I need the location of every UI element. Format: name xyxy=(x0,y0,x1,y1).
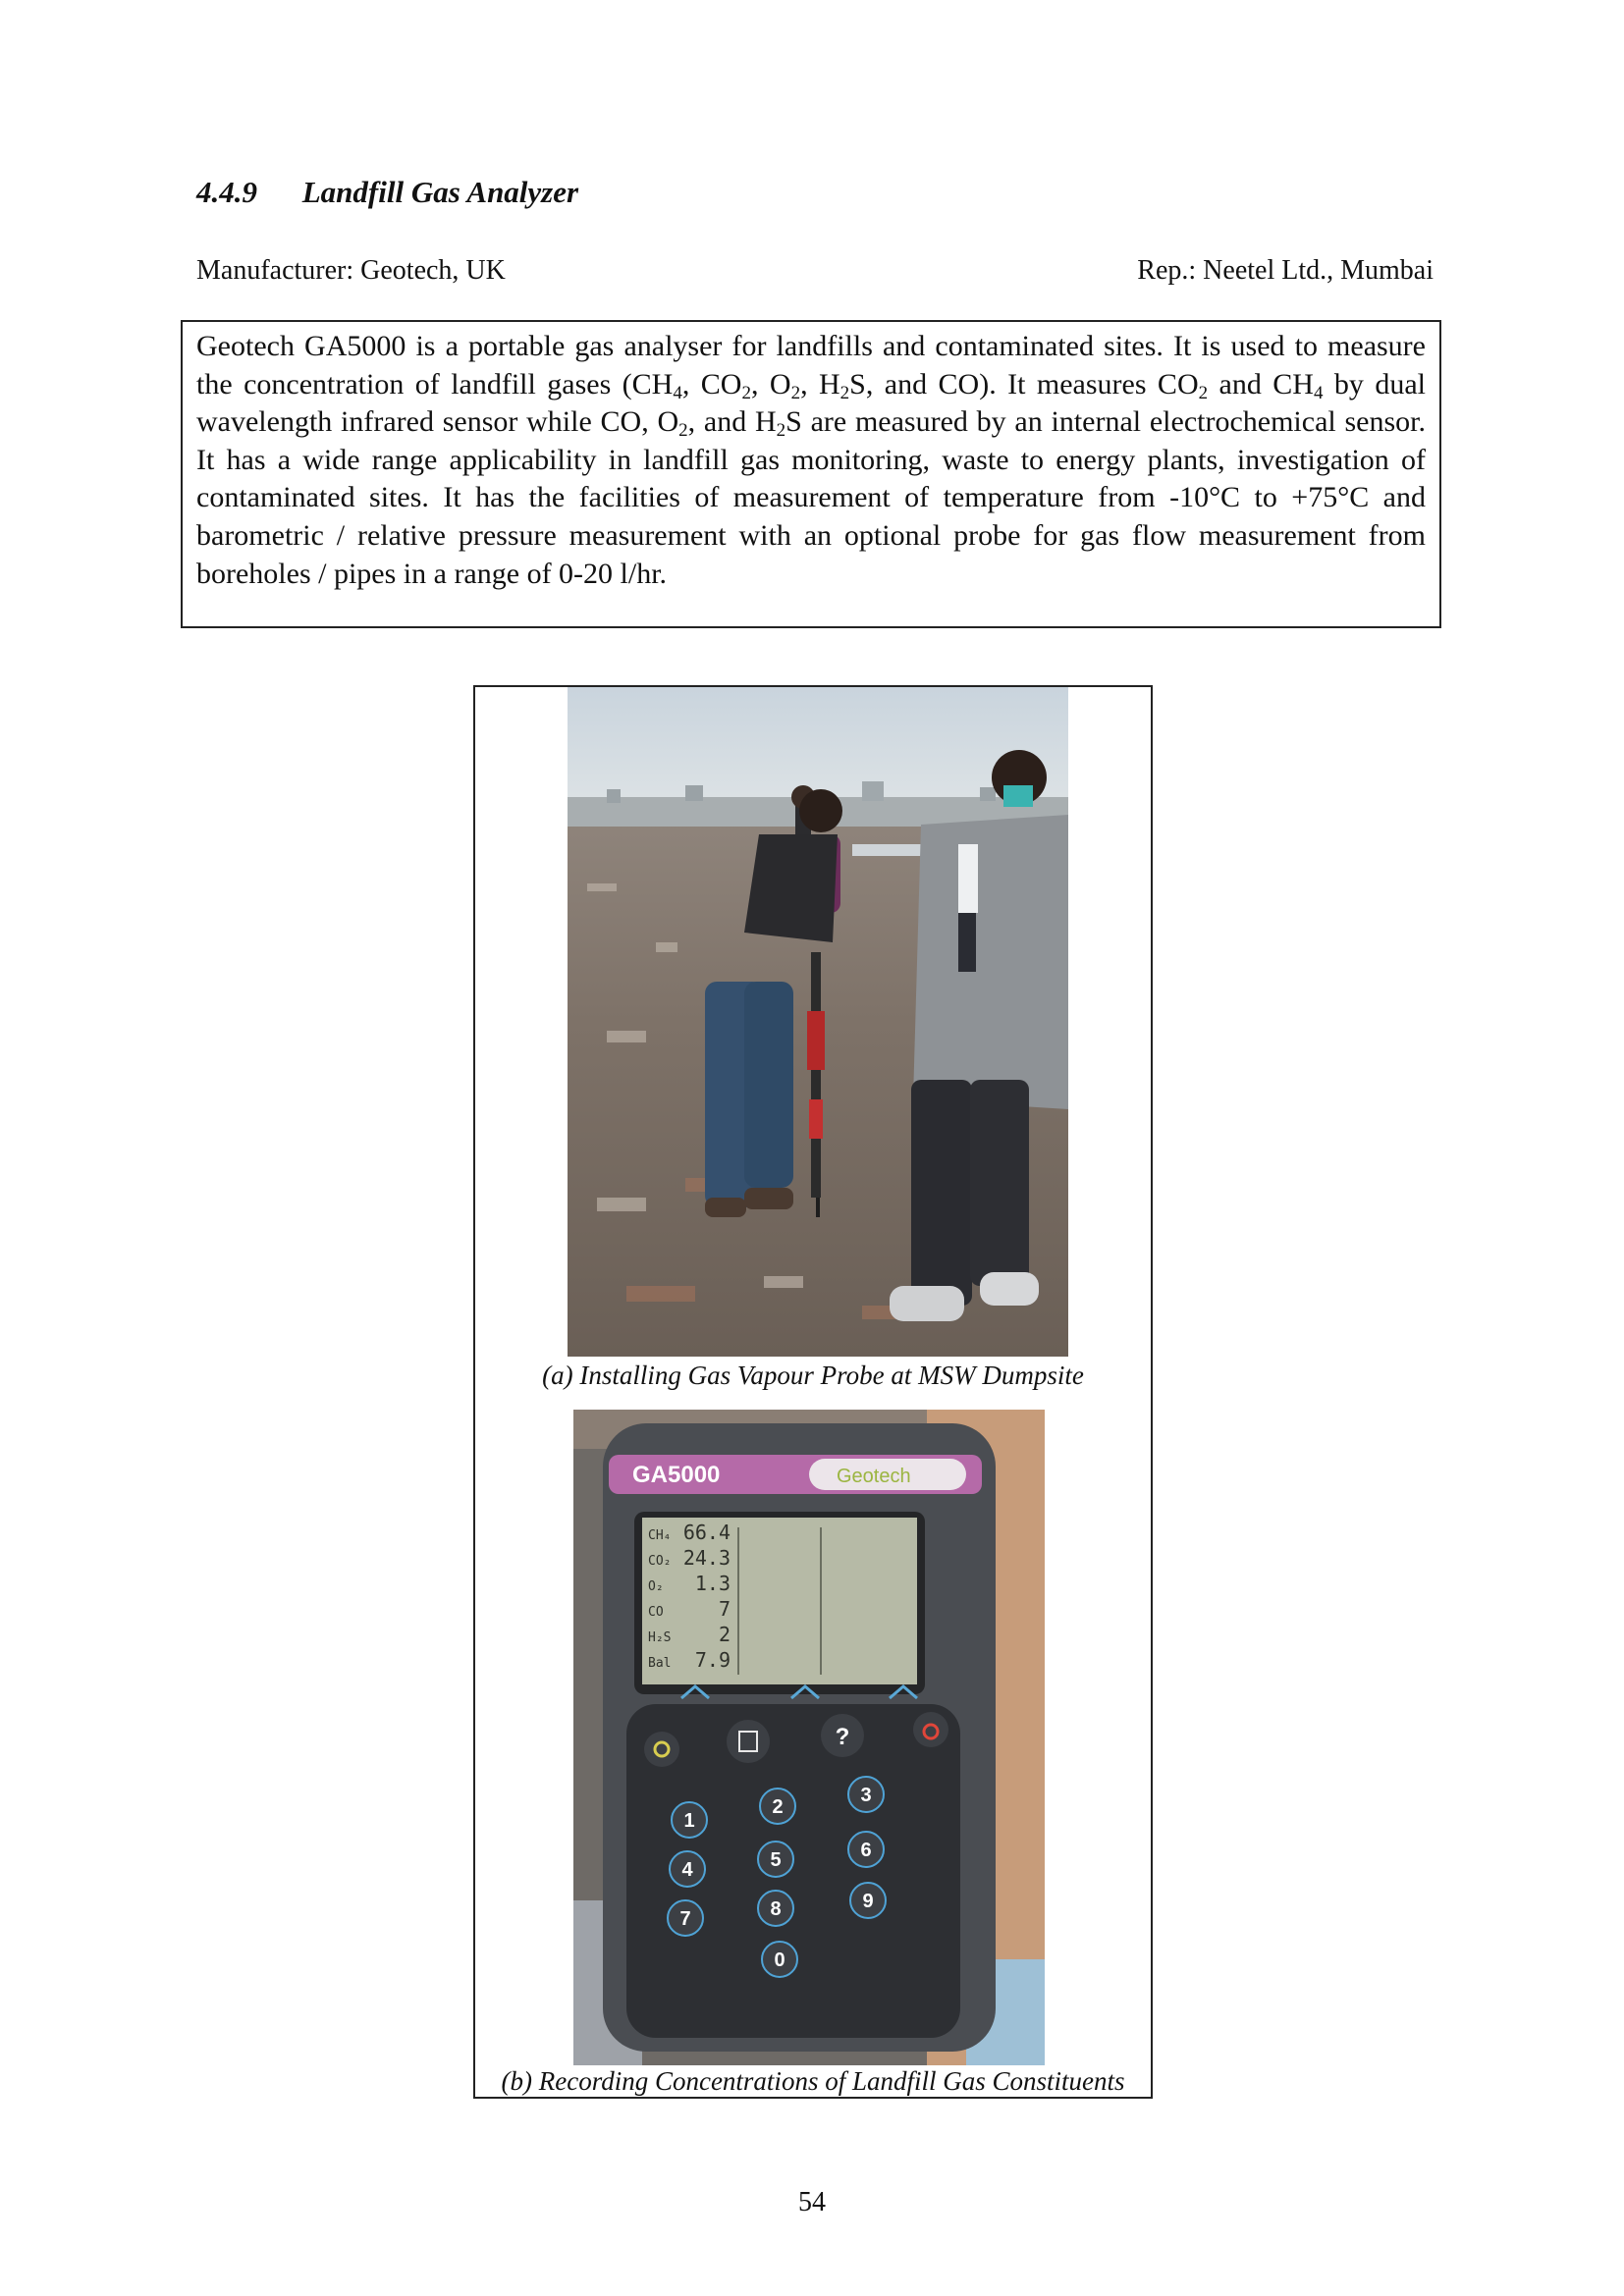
manufacturer-line: Manufacturer: Geotech, UK xyxy=(196,255,506,286)
lcd-gas-label: CO xyxy=(648,1605,664,1620)
dumpsite-photo xyxy=(568,687,1068,1357)
description-box xyxy=(181,320,1441,628)
device-model-label: GA5000 xyxy=(632,1462,721,1488)
keypad-key-label: 5 xyxy=(770,1849,782,1871)
keypad-key-label: 3 xyxy=(860,1785,872,1806)
lcd-gas-value: 24.3 xyxy=(682,1546,731,1570)
figure-frame xyxy=(473,685,1153,2099)
lcd-gas-value: 66.4 xyxy=(682,1521,731,1544)
section-heading xyxy=(196,175,578,210)
figure-caption-a: (a) Installing Gas Vapour Probe at MSW Dumpsite xyxy=(542,1361,1084,1390)
page-number: 54 xyxy=(798,2187,826,2217)
section-title: Landfill Gas Analyzer xyxy=(301,175,579,209)
lcd-gas-value: 1.3 xyxy=(694,1572,731,1595)
lcd-gas-label: H₂S xyxy=(648,1630,672,1645)
lcd-gas-value: 7.9 xyxy=(694,1648,731,1672)
keypad-key-label: 6 xyxy=(860,1840,872,1861)
backlight-key xyxy=(644,1732,679,1767)
keypad-key-label: 1 xyxy=(683,1810,695,1832)
description-text: Geotech GA5000 is a portable gas analyser for landfills and contaminated sites. It is used to measure the concentration of landfill gases ($CH_4$, $CO_2$, $O_2$, $H_2S$, and CO). It measures $CO_2$ and $CH_4$ by dual wavelength infrared sensor while CO, $O_2$, and $H_2S$ are measured by an internal electrochemical sensor. It has a wide range applicability in landfill gas monitoring, waste to energy plants, investigation of contaminated sites. It has the facilities of measurement of temperature from -10°C to +75°C and barometric / relative pressure measurement with an optional probe for gas flow measurement from boreholes / pipes in a range of 0-20 l/hr. xyxy=(196,330,1426,590)
keypad-key-label: 0 xyxy=(774,1949,785,1971)
lcd-gas-value: 7 xyxy=(718,1597,731,1621)
keypad-key-label: 7 xyxy=(679,1908,691,1930)
keypad-key-label: 2 xyxy=(772,1796,784,1818)
power-key xyxy=(913,1712,948,1747)
lcd-gas-label: O₂ xyxy=(648,1579,664,1594)
keypad-key-label: 8 xyxy=(770,1898,782,1920)
lcd-gas-label: CO₂ xyxy=(648,1554,672,1569)
lcd-gas-label: Bal xyxy=(648,1656,672,1671)
keypad-key-label: 4 xyxy=(681,1859,693,1881)
representative-line: Rep.: Neetel Ltd., Mumbai xyxy=(1137,255,1434,286)
device-brand-label: Geotech xyxy=(837,1466,911,1487)
menu-key xyxy=(727,1720,770,1763)
keypad-key-label: 9 xyxy=(862,1891,874,1912)
analyzer-photo xyxy=(573,1410,1045,2065)
figure-caption-b: (b) Recording Concentrations of Landfill Gas Constituents xyxy=(501,2066,1125,2096)
lcd-gas-value: 2 xyxy=(718,1623,731,1646)
lcd-gas-label: CH₄ xyxy=(648,1528,672,1543)
help-key-label: ? xyxy=(835,1724,850,1750)
section-number: 4.4.9 xyxy=(196,175,257,209)
